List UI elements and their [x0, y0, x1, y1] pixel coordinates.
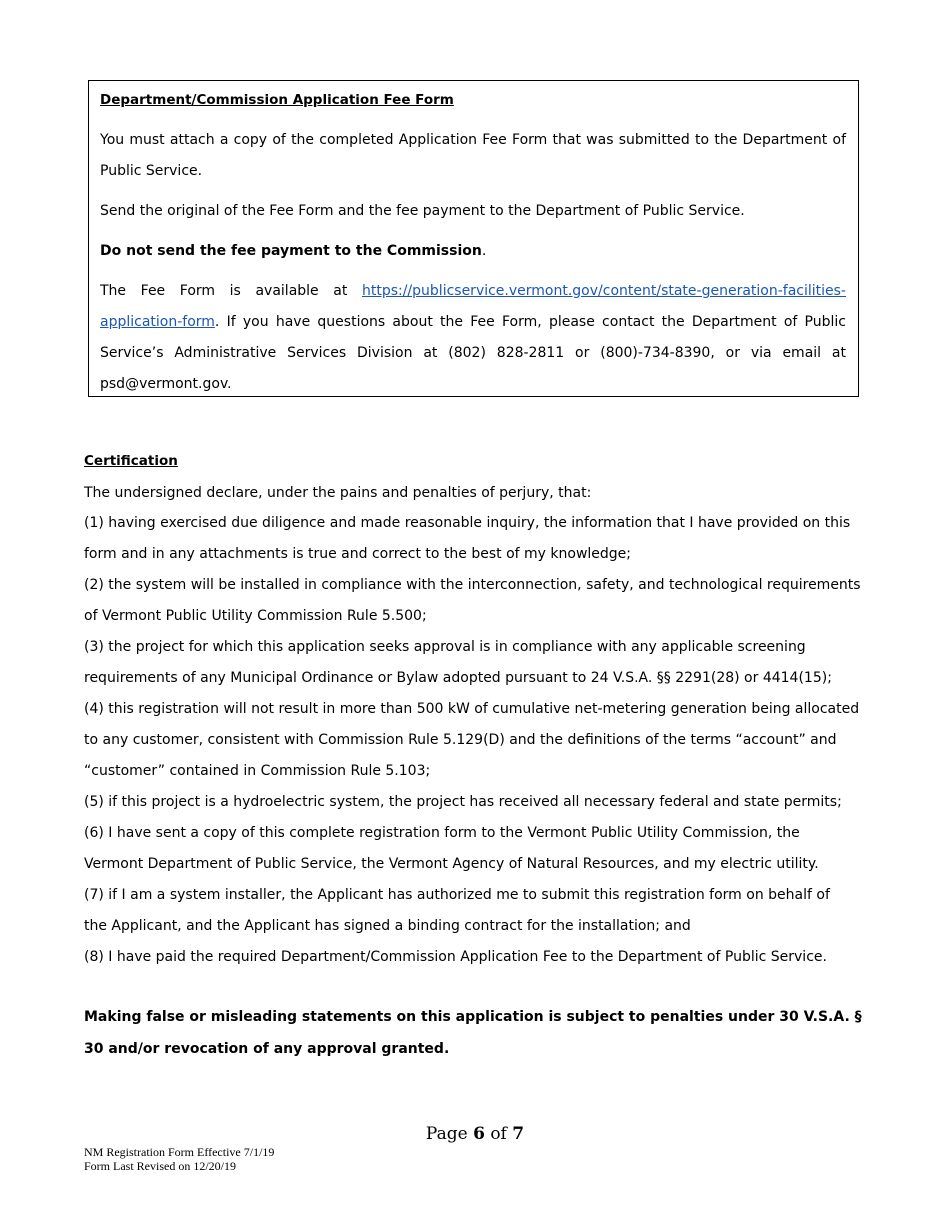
footer: [84, 1145, 274, 1173]
certification-intro: The undersigned declare, under the pains and penalties of perjury, that:: [84, 485, 592, 501]
fee-form-para-warning: [100, 236, 846, 267]
fee-form-para-send: Send the original of the Fee Form and the fee payment to the Department of Public Service.: [100, 203, 745, 219]
fee-form-avail-suffix: . If you have questions about the Fee Form, please contact the Department of Public Service’s Administrative Services Division at (802) 828-2811 or (800)-734-8390, or via email at psd@vermont.gov.: [100, 314, 846, 392]
page-number: [0, 1124, 950, 1144]
fee-form-title: Department/Commission Application Fee Form: [100, 92, 454, 108]
fee-form-warning-end: .: [481, 243, 487, 259]
page-total: 7: [512, 1124, 525, 1144]
certification-title: Certification: [84, 453, 178, 469]
certification-item-3: (3) the project for which this application seeks approval is in compliance with any applicable screening requirements of any Municipal Ordinance or Bylaw adopted pursuant to 24 V.S.A. §§ 2291(28) or 4414(15);: [84, 639, 832, 686]
certification-item-8: (8) I have paid the required Department/Commission Application Fee to the Department of Public Service.: [84, 949, 827, 965]
certification-item-2: (2) the system will be installed in compliance with the interconnection, safety, and technological requirements of Vermont Public Utility Commission Rule 5.500;: [84, 577, 861, 624]
certification-item-1: (1) having exercised due diligence and made reasonable inquiry, the information that I have provided on this form and in any attachments is true and correct to the best of my knowledge;: [84, 515, 851, 562]
page-prefix: Page: [425, 1124, 468, 1144]
footer-effective: NM Registration Form Effective 7/1/19: [84, 1145, 275, 1159]
certification-item-5: (5) if this project is a hydroelectric system, the project has received all necessary federal and state permits;: [84, 794, 842, 810]
fee-form-para-availability: [100, 276, 846, 400]
certification-item-4: (4) this registration will not result in more than 500 kW of cumulative net-metering generation being allocated to any customer, consistent with Commission Rule 5.129(D) and the definitions of the terms “account” and “customer” contained in Commission Rule 5.103;: [84, 701, 860, 779]
penalty-warning: Making false or misleading statements on this application is subject to penalties under 30 V.S.A. § 30 and/or revocation of any approval granted.: [84, 1009, 862, 1057]
footer-revised: Form Last Revised on 12/20/19: [84, 1159, 236, 1173]
fee-form-avail-prefix: The Fee Form is available at: [100, 283, 362, 299]
fee-form-link[interactable]: https://publicservice.vermont.gov/content/state-generation-facilities-application-form: [100, 283, 846, 330]
page-current: 6: [473, 1124, 485, 1144]
certification-item-7: (7) if I am a system installer, the Applicant has authorized me to submit this registration form on behalf of the Applicant, and the Applicant has signed a binding contract for the installation; and: [84, 887, 830, 934]
certification-item-6: (6) I have sent a copy of this complete registration form to the Vermont Public Utility Commission, the Vermont Department of Public Service, the Vermont Agency of Natural Resources, and my electric utility.: [84, 825, 819, 872]
page-of: of: [490, 1124, 507, 1144]
fee-form-para-attach: You must attach a copy of the completed Application Fee Form that was submitted to the Department of Public Service.: [100, 132, 846, 179]
fee-form-warning-bold: Do not send the fee payment to the Commission: [100, 243, 482, 259]
